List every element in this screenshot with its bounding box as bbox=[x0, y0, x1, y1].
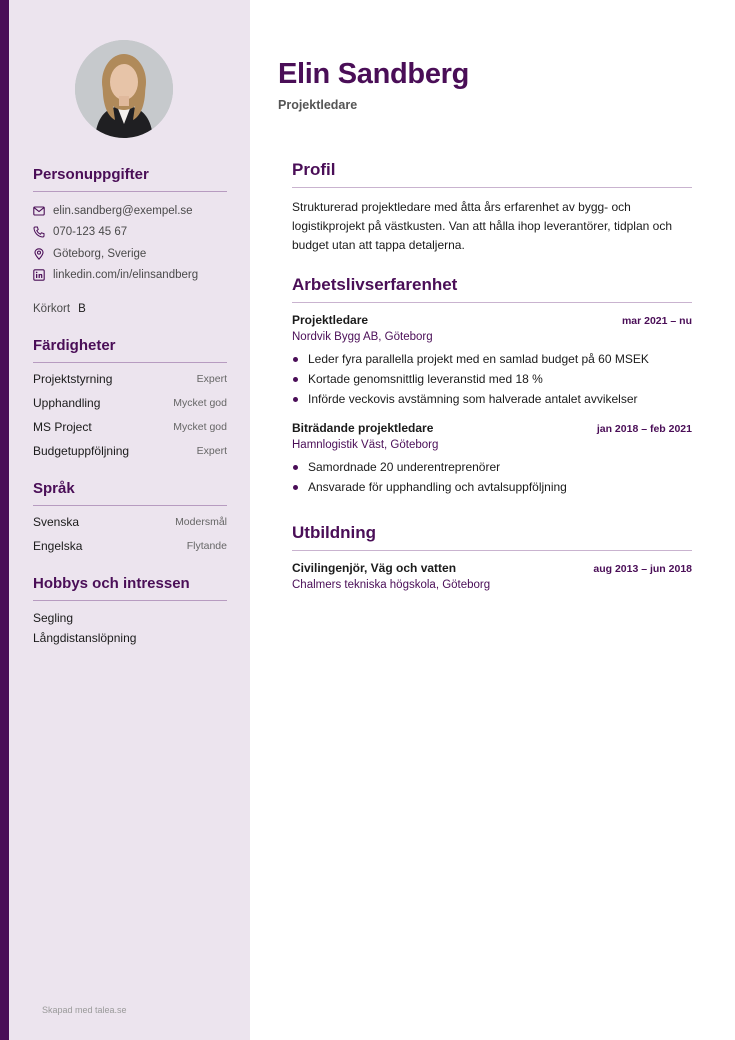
skill-name: Upphandling bbox=[33, 396, 101, 410]
main-content bbox=[250, 0, 735, 1040]
skill-level: Mycket god bbox=[173, 397, 227, 409]
linkedin-text: linkedin.com/in/elinsandberg bbox=[53, 269, 199, 282]
hobby-item: Långdistanslöpning bbox=[33, 631, 137, 645]
job-entry bbox=[292, 313, 692, 409]
skill-name: MS Project bbox=[33, 420, 92, 434]
education-dates: aug 2013 – jun 2018 bbox=[593, 563, 692, 575]
job-org: Nordvik Bygg AB, Göteborg bbox=[292, 331, 433, 343]
contact-list bbox=[33, 200, 227, 286]
skill-level: Mycket god bbox=[173, 421, 227, 433]
person-title: Projektledare bbox=[278, 98, 358, 112]
phone-text: 070-123 45 67 bbox=[53, 226, 128, 239]
driving-license bbox=[33, 303, 86, 315]
profile-section bbox=[292, 160, 692, 255]
language-name: Svenska bbox=[33, 515, 80, 529]
location-text: Göteborg, Sverige bbox=[53, 247, 147, 260]
accent-strip bbox=[0, 0, 9, 1040]
education-section bbox=[292, 523, 692, 591]
skills-heading: Färdigheter bbox=[33, 337, 227, 363]
experience-section bbox=[292, 275, 692, 497]
profile-photo-icon bbox=[75, 40, 173, 138]
education-heading: Utbildning bbox=[292, 523, 692, 551]
language-row bbox=[33, 534, 227, 558]
license-label: Körkort bbox=[33, 303, 71, 315]
job-org: Hamnlogistik Väst, Göteborg bbox=[292, 439, 439, 451]
email-icon bbox=[33, 205, 45, 217]
bullet-item: Leder fyra parallella projekt med en samlad budget på 60 MSEK bbox=[292, 349, 692, 369]
contact-linkedin[interactable] bbox=[33, 265, 227, 287]
avatar bbox=[75, 40, 173, 138]
language-name: Engelska bbox=[33, 539, 83, 553]
hobbies-section bbox=[33, 575, 227, 648]
languages-heading: Språk bbox=[33, 480, 227, 506]
skills-section bbox=[33, 337, 227, 463]
personal-heading: Personuppgifter bbox=[33, 166, 227, 192]
job-dates: jan 2018 – feb 2021 bbox=[596, 423, 692, 435]
languages-section bbox=[33, 480, 227, 558]
skill-row bbox=[33, 391, 227, 415]
language-level: Modersmål bbox=[175, 516, 227, 528]
degree-title: Civilingenjör, Väg och vatten bbox=[292, 561, 457, 575]
skill-row bbox=[33, 439, 227, 463]
skill-row bbox=[33, 415, 227, 439]
job-bullets bbox=[292, 457, 692, 497]
profile-heading: Profil bbox=[292, 160, 692, 188]
school-name: Chalmers tekniska högskola, Göteborg bbox=[292, 579, 491, 591]
bullet-item: Ansvarade för upphandling och avtalsuppföljning bbox=[292, 477, 692, 497]
skill-name: Budgetuppföljning bbox=[33, 444, 130, 458]
hobby-item: Segling bbox=[33, 611, 74, 625]
contact-phone[interactable] bbox=[33, 222, 227, 244]
job-dates: mar 2021 – nu bbox=[621, 315, 692, 327]
language-level: Flytande bbox=[186, 540, 227, 552]
skill-level: Expert bbox=[196, 445, 227, 457]
footer-credit: Skapad med talea.se bbox=[42, 1005, 127, 1015]
contact-email[interactable] bbox=[33, 200, 227, 222]
phone-icon bbox=[33, 226, 45, 238]
license-value: B bbox=[78, 303, 86, 315]
experience-heading: Arbetslivserfarenhet bbox=[292, 275, 692, 303]
education-entry bbox=[292, 561, 692, 591]
skill-name: Projektstyrning bbox=[33, 372, 113, 386]
sidebar bbox=[9, 0, 250, 1040]
job-title: Biträdande projektledare bbox=[292, 421, 434, 435]
skill-row bbox=[33, 367, 227, 391]
skill-level: Expert bbox=[196, 373, 227, 385]
person-name: Elin Sandberg bbox=[278, 58, 470, 90]
personal-section bbox=[33, 166, 227, 286]
job-title: Projektledare bbox=[292, 313, 369, 327]
job-entry bbox=[292, 421, 692, 497]
bullet-item: Kortade genomsnittlig leveranstid med 18 % bbox=[292, 369, 692, 389]
bullet-item: Samordnade 20 underentreprenörer bbox=[292, 457, 692, 477]
location-pin-icon bbox=[33, 248, 45, 260]
profile-text: Strukturerad projektledare med åtta års erfarenhet av bygg- och logistikprojekt på västkusten. Van att hålla ihop leverantörer, tidplan och budget utan att tappa detaljerna. bbox=[292, 200, 673, 252]
language-row bbox=[33, 510, 227, 534]
hobbies-heading: Hobbys och intressen bbox=[33, 575, 227, 601]
email-text: elin.sandberg@exempel.se bbox=[53, 204, 193, 217]
bullet-item: Införde veckovis avstämning som halverade antalet avvikelser bbox=[292, 389, 692, 409]
linkedin-icon bbox=[33, 269, 45, 281]
job-bullets bbox=[292, 349, 692, 409]
contact-location bbox=[33, 243, 227, 265]
